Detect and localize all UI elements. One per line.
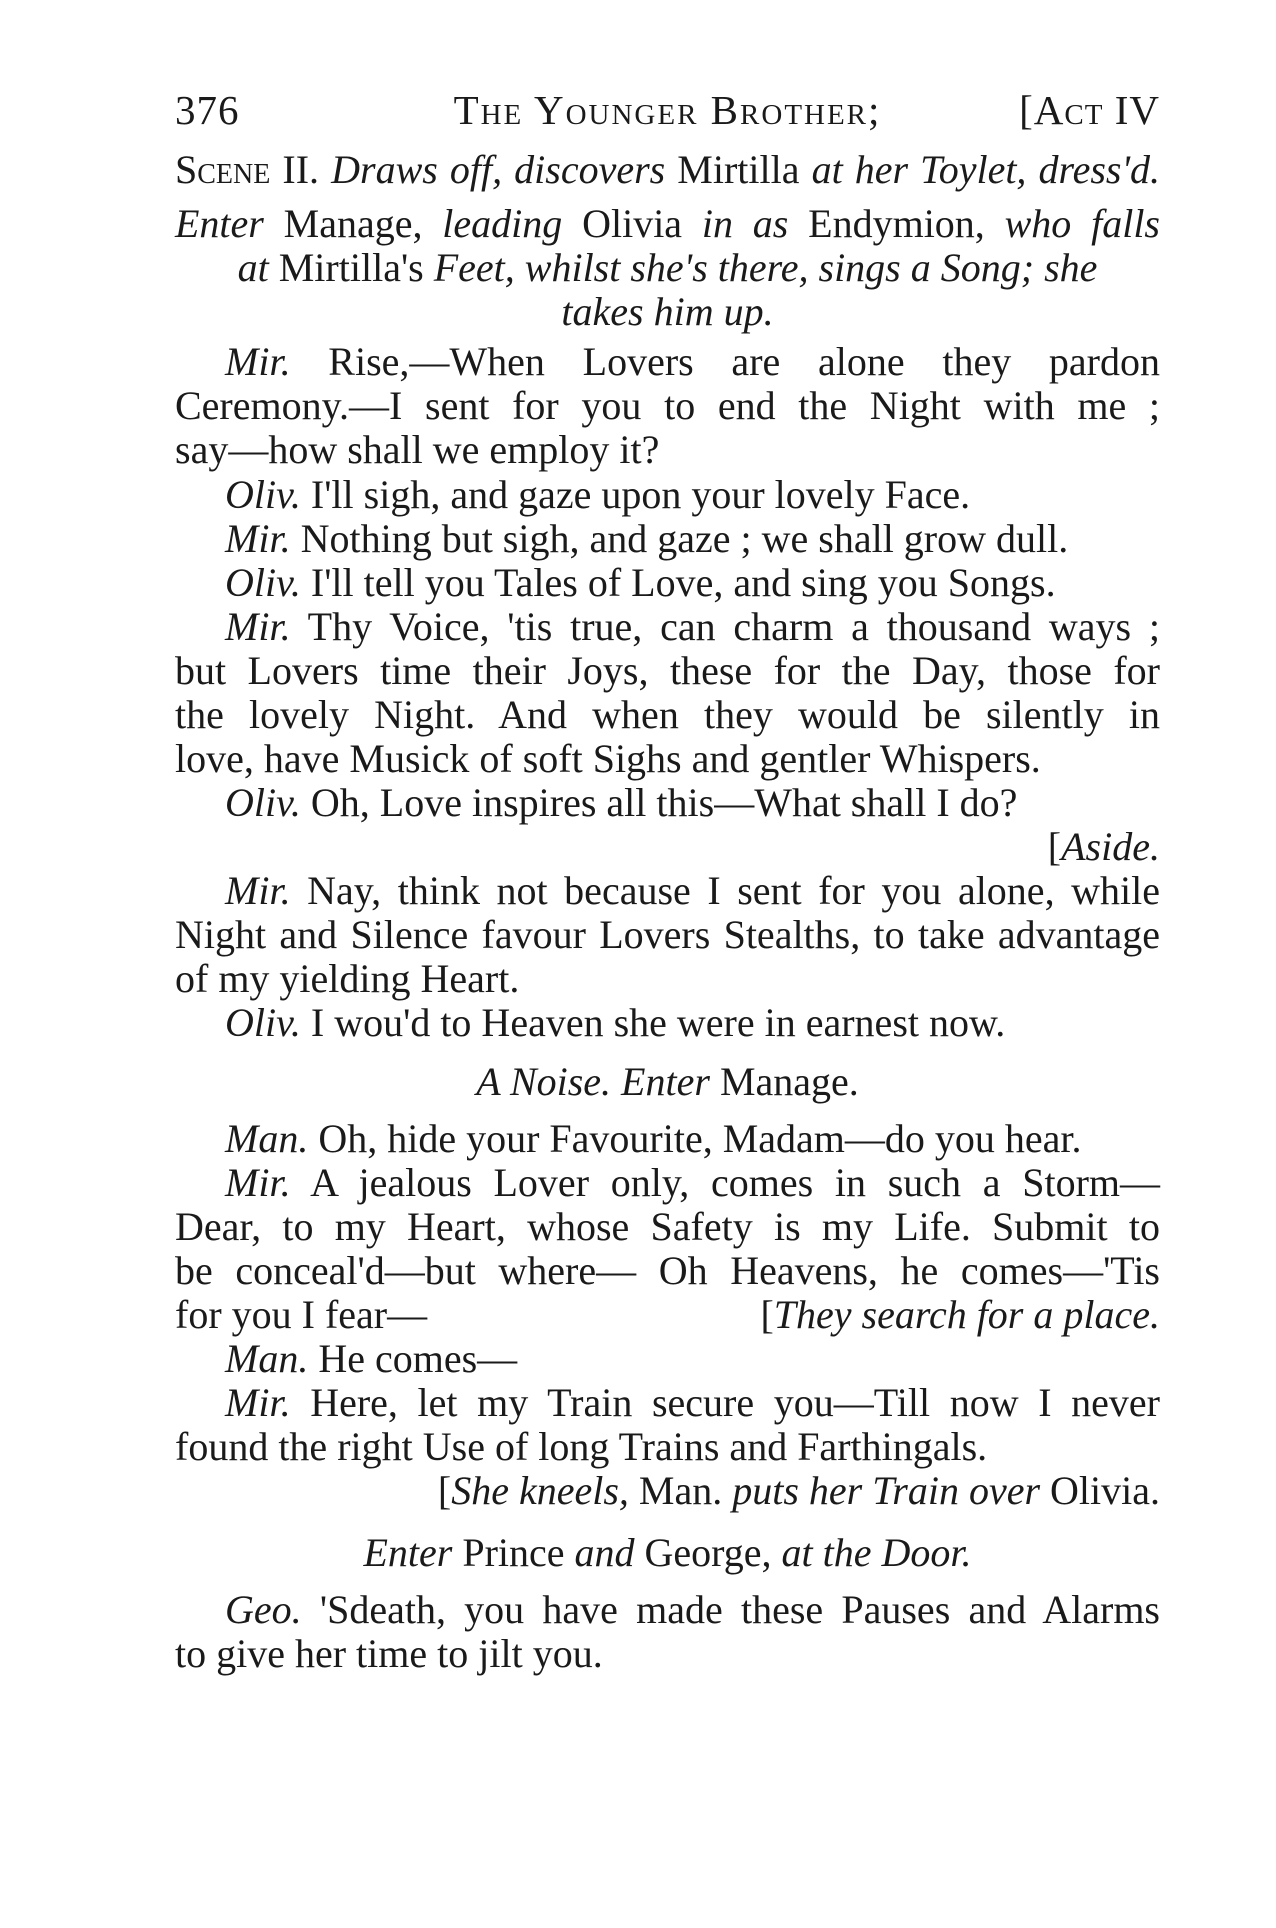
dialogue-line: Geo. 'Sdeath, you have made these Pauses and Alarms — [225, 1587, 1160, 1632]
stage-direction-inline: [They search for a place. — [760, 1292, 1160, 1337]
speaker-name: Mir. — [225, 1160, 291, 1205]
dialogue-line: Night and Silence favour Lovers Stealths, to take advantage — [175, 912, 1160, 957]
speaker-name: Oliv. — [225, 1000, 301, 1045]
act-marker: [Act IV — [1019, 87, 1160, 133]
stage-direction: at Mirtilla's Feet, whilst she's there, sings a Song; she — [237, 245, 1098, 290]
dialogue-line: Mir. A jealous Lover only, comes in such a Storm— — [225, 1160, 1160, 1205]
stage-direction-aside: [Aside. — [1047, 824, 1160, 869]
dialogue-line: Oliv. Oh, Love inspires all this—What shall I do? — [225, 780, 1018, 825]
dialogue-line: to give her time to jilt you. — [175, 1631, 603, 1676]
dialogue-line: Oliv. I'll sigh, and gaze upon your lovely Face. — [225, 472, 971, 517]
dialogue-line: Man. He comes— — [225, 1336, 518, 1381]
speaker-name: Oliv. — [225, 472, 301, 517]
speaker-name: Mir. — [225, 868, 291, 913]
dialogue-line: say—how shall we employ it? — [175, 427, 660, 472]
dialogue-line: Dear, to my Heart, whose Safety is my Life. Submit to — [175, 1204, 1160, 1249]
dialogue-line: Mir. Rise,—When Lovers are alone they pardon — [225, 339, 1160, 384]
dialogue-line: found the right Use of long Trains and Farthingals. — [175, 1424, 988, 1469]
dialogue-line: Mir. Thy Voice, 'tis true, can charm a thousand ways ; — [225, 604, 1160, 649]
stage-direction: Enter Manage, leading Olivia in as Endymion, who falls — [175, 201, 1160, 246]
stage-direction: A Noise. Enter Manage. — [476, 1059, 859, 1104]
speaker-name: Mir. — [225, 516, 291, 561]
speaker-name: Oliv. — [225, 780, 301, 825]
stage-direction: takes him up. — [561, 289, 774, 334]
dialogue-line: for you I fear— [They search for a place. — [175, 1292, 1160, 1337]
page-number: 376 — [175, 87, 240, 133]
dialogue-line: be conceal'd—but where— Oh Heavens, he comes—'Tis — [175, 1248, 1160, 1293]
stage-direction: Enter Prince and George, at the Door. — [363, 1530, 972, 1575]
dialogue-line: Man. Oh, hide your Favourite, Madam—do you hear. — [225, 1116, 1082, 1161]
dialogue-line: of my yielding Heart. — [175, 956, 520, 1001]
stage-direction: [She kneels, Man. puts her Train over Olivia. — [437, 1468, 1160, 1513]
speaker-name: Man. — [225, 1116, 309, 1161]
dialogue-line: the lovely Night. And when they would be silently in — [175, 692, 1160, 737]
dialogue-line: Mir. Nay, think not because I sent for you alone, while — [225, 868, 1160, 913]
dialogue-line: Mir. Here, let my Train secure you—Till now I never — [225, 1380, 1160, 1425]
dialogue-line: love, have Musick of soft Sighs and gentler Whispers. — [175, 736, 1041, 781]
running-title: The Younger Brother; — [453, 87, 882, 133]
dialogue-line: Oliv. I'll tell you Tales of Love, and sing you Songs. — [225, 560, 1056, 605]
dialogue-line: Mir. Nothing but sigh, and gaze ; we shall grow dull. — [225, 516, 1069, 561]
dialogue-line: but Lovers time their Joys, these for the Day, those for — [175, 648, 1160, 693]
speaker-name: Oliv. — [225, 560, 301, 605]
dialogue-line: Ceremony.—I sent for you to end the Night with me ; — [175, 383, 1160, 428]
running-header — [175, 86, 1160, 146]
speaker-name: Man. — [225, 1336, 309, 1381]
speaker-name: Mir. — [225, 604, 291, 649]
speaker-name: Mir. — [225, 339, 291, 384]
speaker-name: Mir. — [225, 1380, 291, 1425]
speaker-name: Geo. — [225, 1587, 302, 1632]
scene-heading: Scene II. Draws off, discovers Mirtilla at her Toylet, dress'd. — [175, 147, 1161, 192]
dialogue-line: Oliv. I wou'd to Heaven she were in earnest now. — [225, 1000, 1006, 1045]
